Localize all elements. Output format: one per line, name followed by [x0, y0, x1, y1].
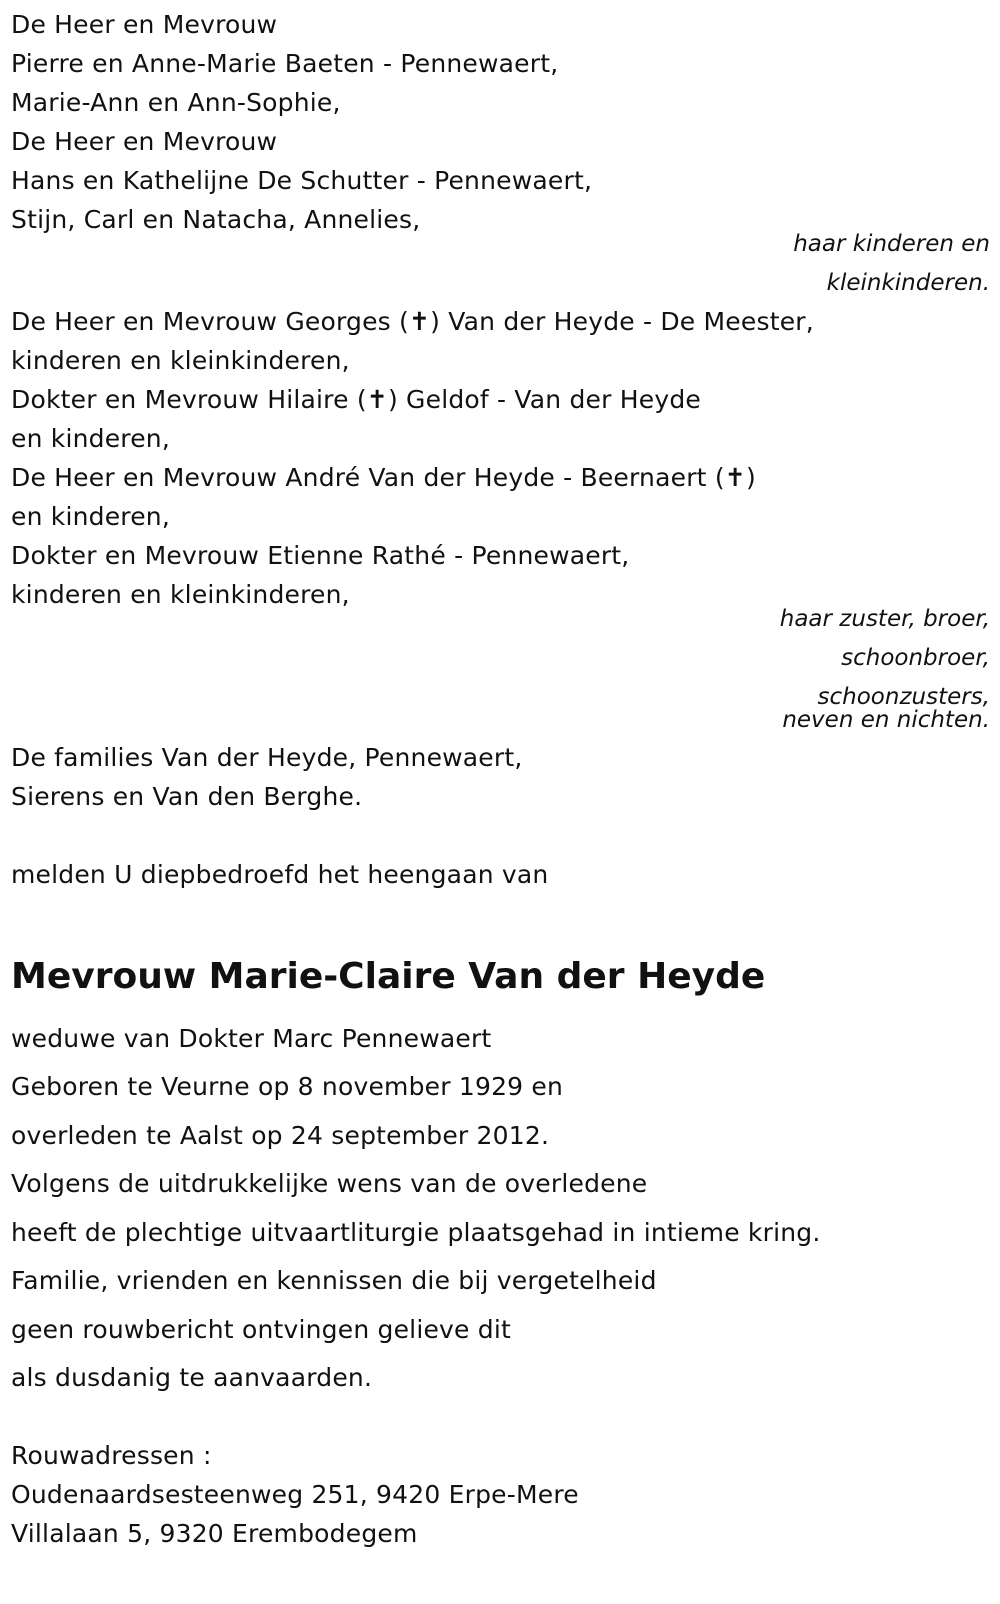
families-line: Sierens en Van den Berghe.: [11, 782, 363, 811]
cross-icon: ✝: [366, 385, 388, 414]
sibling-line: kinderen en kleinkinderen,: [11, 346, 350, 375]
sibling-line: kinderen en kleinkinderen,: [11, 580, 350, 609]
sibling-line-text: De Heer en Mevrouw André Van der Heyde - Beernaert (: [11, 463, 725, 492]
children-line: Stijn, Carl en Natacha, Annelies,: [11, 205, 421, 234]
sibling-line: [11, 307, 814, 337]
sibling-line-text: ) Geldof - Van der Heyde: [387, 385, 701, 414]
announcement: melden U diepbedroefd het heengaan van: [11, 860, 549, 889]
detail-line: als dusdanig te aanvaarden.: [11, 1363, 373, 1392]
cross-icon: ✝: [724, 463, 746, 492]
sibling-line-text: Dokter en Mevrouw Hilaire (: [11, 385, 367, 414]
children-line: Pierre en Anne-Marie Baeten - Pennewaert,: [11, 49, 559, 78]
detail-line: Familie, vrienden en kennissen die bij vergetelheid: [11, 1266, 657, 1295]
detail-line: overleden te Aalst op 24 september 2012.: [11, 1121, 550, 1150]
sibling-line: en kinderen,: [11, 502, 170, 531]
detail-line: Volgens de uitdrukkelijke wens van de overledene: [11, 1169, 648, 1198]
sibling-line-text: ) Van der Heyde - De Meester,: [430, 307, 814, 336]
children-role: haar kinderen en: [793, 231, 990, 257]
children-line: De Heer en Mevrouw: [11, 10, 278, 39]
sibling-line-text: ): [745, 463, 756, 492]
sibling-line-text: De Heer en Mevrouw Georges (: [11, 307, 410, 336]
sibling-line: en kinderen,: [11, 424, 170, 453]
sibling-line: [11, 385, 701, 415]
sibling-line: Dokter en Mevrouw Etienne Rathé - Pennewaert,: [11, 541, 630, 570]
children-line: De Heer en Mevrouw: [11, 127, 278, 156]
detail-line: Geboren te Veurne op 8 november 1929 en: [11, 1072, 564, 1101]
address-line: Oudenaardsesteenweg 251, 9420 Erpe-Mere: [11, 1480, 579, 1509]
sibling-line: [11, 463, 756, 493]
sibling-role: haar zuster, broer,: [779, 606, 990, 632]
cross-icon: ✝: [409, 307, 431, 336]
children-line: Hans en Kathelijne De Schutter - Pennewaert,: [11, 166, 593, 195]
detail-line: heeft de plechtige uitvaartliturgie plaatsgehad in intieme kring.: [11, 1218, 821, 1247]
detail-line: geen rouwbericht ontvingen gelieve dit: [11, 1315, 511, 1344]
children-role: kleinkinderen.: [826, 270, 990, 296]
addresses-heading: Rouwadressen :: [11, 1441, 212, 1470]
sibling-role: neven en nichten.: [782, 707, 990, 733]
sibling-role: schoonzusters,: [817, 684, 990, 710]
detail-line: weduwe van Dokter Marc Pennewaert: [11, 1024, 492, 1053]
deceased-name: Mevrouw Marie-Claire Van der Heyde: [11, 956, 766, 997]
families-line: De families Van der Heyde, Pennewaert,: [11, 743, 523, 772]
address-line: Villalaan 5, 9320 Erembodegem: [11, 1519, 418, 1548]
sibling-role: schoonbroer,: [841, 645, 990, 671]
children-line: Marie-Ann en Ann-Sophie,: [11, 88, 341, 117]
